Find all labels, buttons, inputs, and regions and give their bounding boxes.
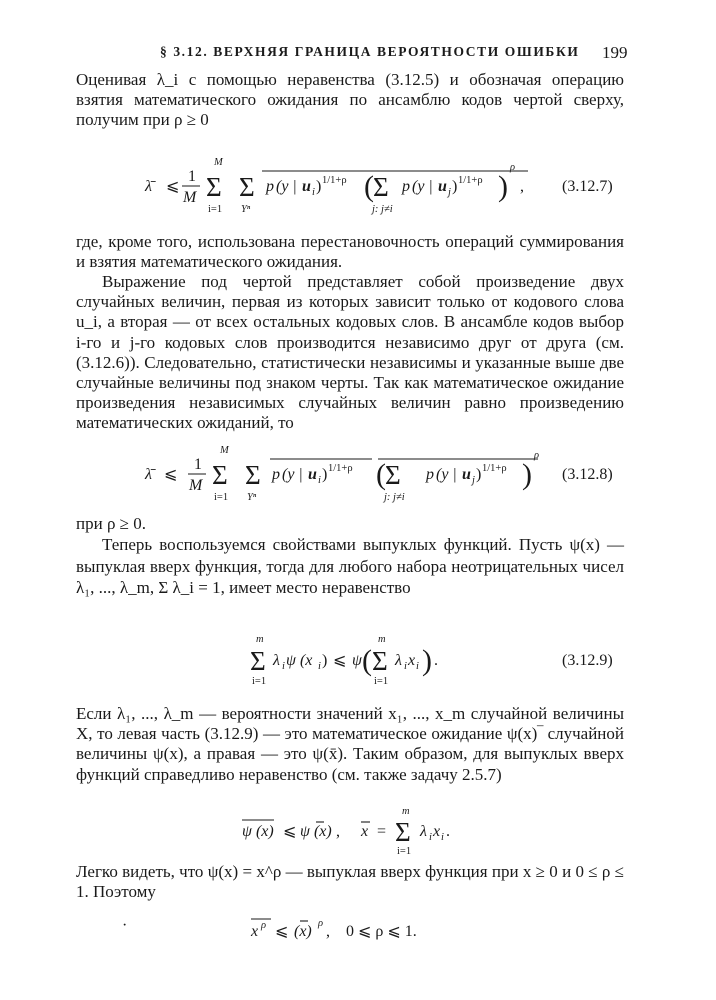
eq5-rhs: (x)	[294, 923, 312, 940]
eq2-rparen: )	[522, 458, 532, 491]
equation-jensen	[0, 806, 716, 856]
eq1-exp2: 1/1+ρ	[458, 175, 483, 186]
eq2-p1: p	[272, 466, 280, 483]
eq1-rp1: )	[316, 178, 322, 195]
paragraph-2: где, кроме того, использована перестановочность операций суммирования и взятия математического ожидания.	[76, 232, 624, 272]
paragraph-1: Оценивая λ_i с помощью неравенства (3.12.5) и обозначая операцию взятия математического ожидания по ансамблю кодов чертой сверху, получим при ρ ≥ 0	[76, 70, 624, 130]
eq5-lhs-sup: ρ	[261, 920, 267, 931]
eq4-term-x: x	[433, 823, 441, 840]
eq1-uj: j	[448, 187, 451, 198]
eq2-lambda-bar: λ̄	[145, 466, 152, 483]
paragraph-7: Легко видеть, что ψ(x) = x^ρ — выпуклая вверх функция при x ≥ 0 и 0 ≤ ρ ≤ 1. Поэтому	[76, 862, 624, 902]
eq2-exp1: 1/1+ρ	[328, 463, 353, 474]
eq5-cond: 0 ⩽ ρ ⩽ 1.	[346, 923, 417, 940]
page-number: 199	[602, 43, 628, 62]
eq3-lhs-lambda: λ	[273, 652, 280, 669]
equation-3-12-9-svg	[0, 632, 716, 692]
eq1-y1: (y |	[276, 178, 297, 195]
equation-power	[0, 912, 716, 952]
running-title: § 3.12. ВЕРХНЯЯ ГРАНИЦА ВЕРОЯТНОСТИ ОШИБКИ	[160, 44, 580, 59]
eq1-u2: u	[438, 178, 447, 195]
eq1-lambda-bar: λ̄	[145, 178, 152, 195]
eq3-sum1-lower: i=1	[252, 676, 267, 687]
eq4-term-i: i	[429, 832, 432, 843]
eq4-term-xi: i	[441, 832, 444, 843]
eq2-u1: u	[308, 466, 317, 483]
eq2-u2: u	[462, 466, 471, 483]
eq3-psi-close: )	[322, 652, 328, 669]
eq1-jcond: j: j≠i	[372, 204, 393, 215]
eq1-p2: p	[402, 178, 410, 195]
eq2-frac-num: 1	[194, 456, 202, 473]
eq2-uj: j	[472, 475, 475, 486]
eq4-xbar: x	[361, 823, 369, 840]
equation-3-12-7	[0, 148, 716, 228]
eq1-exp1: 1/1+ρ	[322, 175, 347, 186]
eq3-dot: .	[434, 652, 438, 669]
equation-3-12-8-svg	[0, 440, 716, 520]
eq2-sum-lower: i=1	[214, 492, 229, 503]
eq1-sum2-lower: Yⁿ	[241, 204, 251, 215]
eq1-number: (3.12.7)	[562, 178, 613, 195]
paragraph-5: Теперь воспользуемся свойствами выпуклых функций. Пусть ψ(x) — выпуклая вверх функция, тогда для любого набора неотрицательных чисел λ₁, ..., λ_m, Σ λ_i = 1, имеет место неравенство	[76, 535, 624, 597]
eq3-rhs-i: i	[404, 661, 407, 672]
eq3-lparen: (	[362, 644, 372, 677]
eq4-dot: .	[446, 823, 450, 840]
eq1-sum-1: Σ	[206, 172, 222, 202]
equation-3-12-7-svg	[0, 148, 716, 228]
eq5-comma: ,	[326, 923, 330, 940]
eq2-number: (3.12.8)	[562, 466, 613, 483]
eq5-le: ⩽	[275, 923, 289, 940]
eq1-frac-num: 1	[188, 168, 196, 185]
eq4-sum: Σ	[395, 817, 411, 847]
eq2-p2: p	[426, 466, 434, 483]
equation-3-12-8	[0, 440, 716, 520]
eq4-eq: =	[377, 823, 387, 840]
eq1-le: ⩽	[166, 178, 180, 195]
eq3-rhs-lambda: λ	[395, 652, 402, 669]
eq2-sum-upper: M	[220, 445, 229, 456]
eq2-le: ⩽	[164, 466, 178, 483]
eq5-lhs: x	[251, 923, 259, 940]
eq2-exp2: 1/1+ρ	[482, 463, 507, 474]
eq1-sum-3: Σ	[373, 172, 389, 202]
eq3-le: ⩽	[333, 652, 347, 669]
eq2-sum-3: Σ	[385, 460, 401, 490]
eq3-psi: ψ (x	[286, 652, 313, 669]
eq3-number: (3.12.9)	[562, 652, 613, 669]
eq2-rho: ρ	[534, 450, 540, 461]
eq2-rp2: )	[476, 466, 482, 483]
eq1-sum-upper: M	[214, 157, 223, 168]
eq4-sum-upper: m	[402, 806, 410, 817]
eq1-rparen: )	[498, 170, 508, 203]
eq3-sum2: Σ	[372, 646, 388, 676]
eq1-u1: u	[302, 178, 311, 195]
eq1-ui: i	[312, 187, 315, 198]
equation-3-12-9	[0, 632, 716, 692]
eq3-sum1: Σ	[250, 646, 266, 676]
eq1-rp2: )	[452, 178, 458, 195]
eq4-le: ⩽	[283, 823, 297, 840]
eq4-sum-lower: i=1	[397, 846, 412, 857]
eq1-sum-lower: i=1	[208, 204, 223, 215]
eq3-sum1-upper: m	[256, 634, 264, 645]
eq1-p1: p	[266, 178, 274, 195]
eq2-sum2-lower: Yⁿ	[247, 492, 257, 503]
eq4-term-lambda: λ	[420, 823, 427, 840]
paragraph-4: при ρ ≥ 0.	[76, 514, 147, 533]
eq4-rhs: ψ (x)	[300, 823, 332, 840]
eq2-frac-den: M	[189, 477, 203, 494]
eq3-psi2: ψ	[352, 652, 362, 669]
stray-mark: ·	[122, 917, 128, 934]
eq1-rho: ρ	[510, 162, 516, 173]
eq3-rparen: )	[422, 644, 432, 677]
eq1-y2: (y |	[412, 178, 433, 195]
equation-jensen-svg	[0, 806, 716, 856]
eq1-frac-den: M	[183, 189, 197, 206]
eq2-jcond: j: j≠i	[384, 492, 405, 503]
eq2-rp1: )	[322, 466, 328, 483]
eq3-lhs-i: i	[282, 661, 285, 672]
eq3-rhs-x: x	[408, 652, 416, 669]
eq3-psi-i: i	[318, 661, 321, 672]
eq2-ui: i	[318, 475, 321, 486]
paragraph-3: Выражение под чертой представляет собой произведение двух случайных величин, первая из которых зависит только от кодового слова u_i, а вторая — от всех остальных кодовых слов. В ансамбле кодов выбор i-го и j-го кодовых слов производится независимо друг от друга (см. (3.12.6)). Следовательно, статистически независимы и указанные выше две случайные величины под знаком черты. Так как математическое ожидание произведения независимых случайных величин равно произведению математических ожиданий, то	[76, 272, 624, 433]
eq4-lhs: ψ (x)	[242, 823, 274, 840]
equation-power-svg	[0, 912, 716, 952]
eq1-sum-2: Σ	[239, 172, 255, 202]
eq1-comma: ,	[520, 178, 524, 195]
eq2-lparen: (	[376, 458, 386, 491]
eq4-comma: ,	[336, 823, 340, 840]
eq3-sum2-lower: i=1	[374, 676, 389, 687]
eq2-y1: (y |	[282, 466, 303, 483]
paragraph-6: Если λ₁, ..., λ_m — вероятности значений x₁, ..., x_m случайной величины X, то левая часть (3.12.9) — это математическое ожидание ψ(x)‾ случайной величины ψ(x), а правая — это ψ(x̄). Таким образом, для выпуклых вверх функций справедливо неравенство (см. также задачу 2.5.7)	[76, 704, 624, 784]
eq5-rhs-sup: ρ	[318, 918, 324, 929]
eq2-y2: (y |	[436, 466, 457, 483]
eq3-sum2-upper: m	[378, 634, 386, 645]
eq1-lparen: (	[364, 170, 374, 203]
eq3-rhs-xi: i	[416, 661, 419, 672]
eq2-sum-2: Σ	[245, 460, 261, 490]
eq2-sum-1: Σ	[212, 460, 228, 490]
